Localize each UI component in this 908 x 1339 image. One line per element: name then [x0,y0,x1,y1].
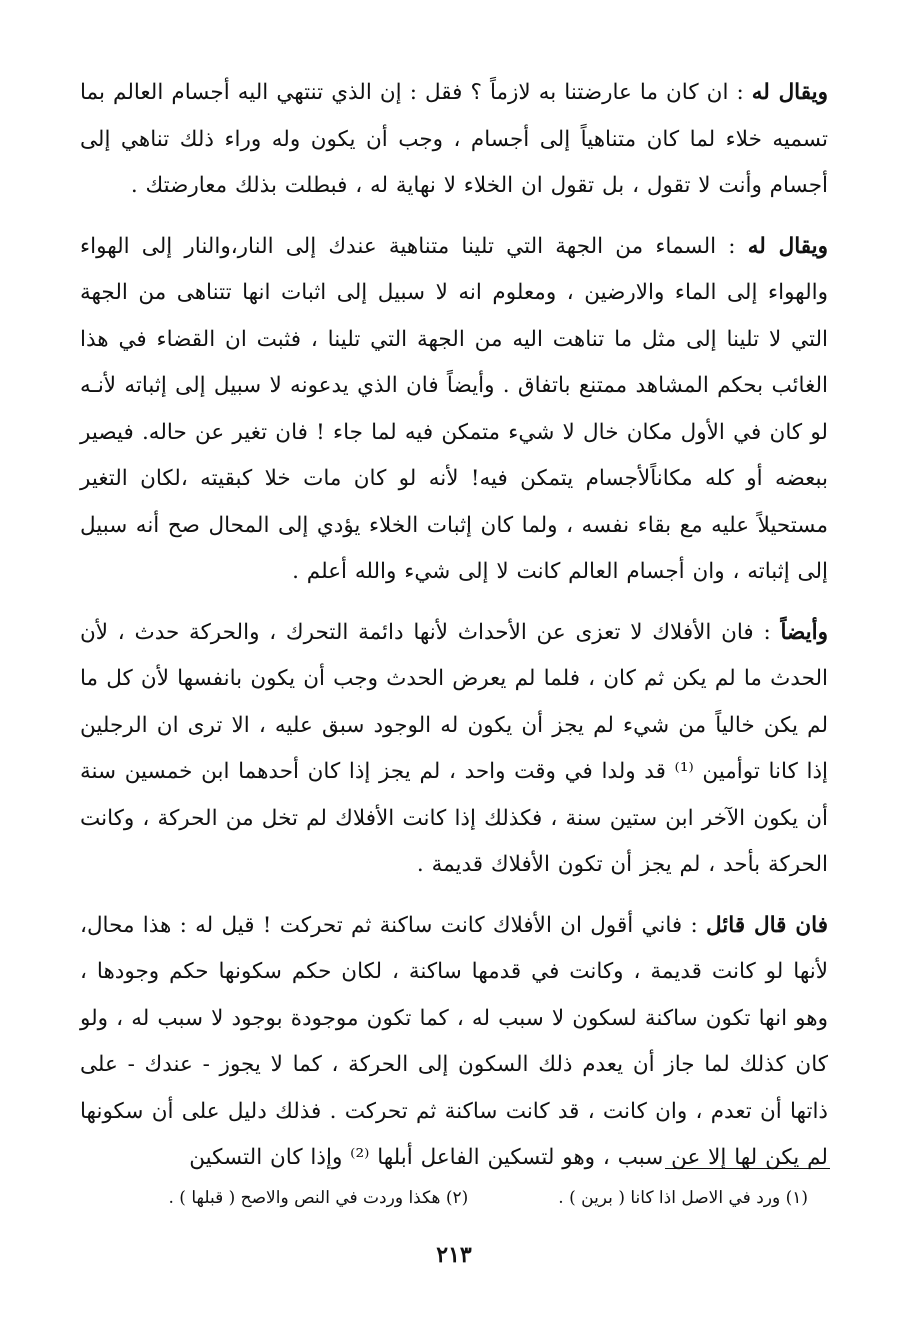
paragraph [80,70,828,210]
footnote-divider [665,1168,830,1169]
footnotes [80,1183,808,1213]
paragraph [80,224,828,596]
paragraph-lead: فان قال قائل [706,912,828,938]
paragraph [80,610,828,889]
paragraph-lead: وأيضاً [780,619,828,645]
footnote-1: (١) ورد في الاصل اذا كانا ( برين ) . [558,1188,808,1208]
paragraph [80,903,828,1182]
paragraph-lead: ويقال له [747,233,828,259]
paragraph-text: : فان الأفلاك لا تعزى عن الأحداث لأنها دائمة التحرك ، والحركة حدث ، لأن الحدث ما لم يكن ثم كان ، فلما لم يعرض الحدث وجب أن يكون بانفسها لأن كل ما لم يكن خالياً من شيء لم يجز أن يكون له الوجود سبق عليه ، الا ترى ان الرجلين إذا كانا توأمين ⁽¹⁾ قد ولدا في وقت واحد ، لم يجز إذا كان أحدهما ابن خمسين سنة أن يكون الآخر ابن ستين سنة ، فكذلك إذا كانت الأفلاك لم تخل من الحركة ، وكانت الحركة بأحد ، لم يجز أن تكون الأفلاك قديمة . [80,619,829,877]
paragraph-lead: ويقال له [751,80,828,105]
main-text [80,70,828,1182]
paragraph-text: : السماء من الجهة التي تلينا متناهية عندك إلى النار،والنار إلى الهواء والهواء إلى الماء والارضين ، ومعلوم انه لا سبيل إلى اثبات انها تتناهى من الجهة التي لا تلينا إلى مثل ما تناهت اليه من الجهة التي تلينا ، فثبت ان القضاء في هذا الغائب بحكم المشاهد ممتنع باتفاق . وأيضاً فان الذي يدعونه لا سبيل إلى إثباته لأنـه لو كان في الأول مكان خال لا شيء متمكن فيه لما جاء ! فان تغير عن حاله. فيصير ببعضه أو كله مكاناًلأجسام يتمكن فيه! لأنه لو كان مات خلا كبقيته ،لكان التغير مستحيلاً عليه مع بقاء نفسه ، ولما كان إثبات الخلاء يؤدي إلى المحال صح أنه سبيل إلى إثباته ، وان أجسام العالم كانت لا إلى شيء والله أعلم . [80,233,828,584]
page-number: ٢١٣ [436,1242,472,1268]
paragraph-text: : ان كان ما عارضتنا به لازماً ؟ فقل : إن الذي تنتهي اليه أجسام العالم بما تسميه خلاء لما كان متناهياً إلى أجسام ، وجب أن يكون وله وراء ذلك تناهي إلى أجسام وأنت لا تقول ، بل تقول ان الخلاء لا نهاية له ، فبطلت بذلك معارضتك . [80,80,828,198]
footnote-2: (٢) هكذا وردت في النص والاصح ( قبلها ) . [168,1188,469,1208]
paragraph-text: : فاني أقول ان الأفلاك كانت ساكنة ثم تحركت ! قيل له : هذا محال، لأنها لو كانت قديمة ، وكانت في قدمها ساكنة ، لكان حكم سكونها حكم وجودها ، وهو انها تكون ساكنة لسكون لا سبب له ، كما تكون موجودة بوجود لا سبب له ، ولو كان كذلك لما جاز أن يعدم ذلك السكون إلى الحركة ، كما لا يجوز - عندك - على ذاتها أن تعدم ، وان كانت ، قد كانت ساكنة ثم تحركت . فذلك دليل على أن سكونها لم يكن لها إلا عن سبب ، وهو لتسكين الفاعل أبلها ⁽²⁾ وإذا كان التسكين [80,912,828,1170]
